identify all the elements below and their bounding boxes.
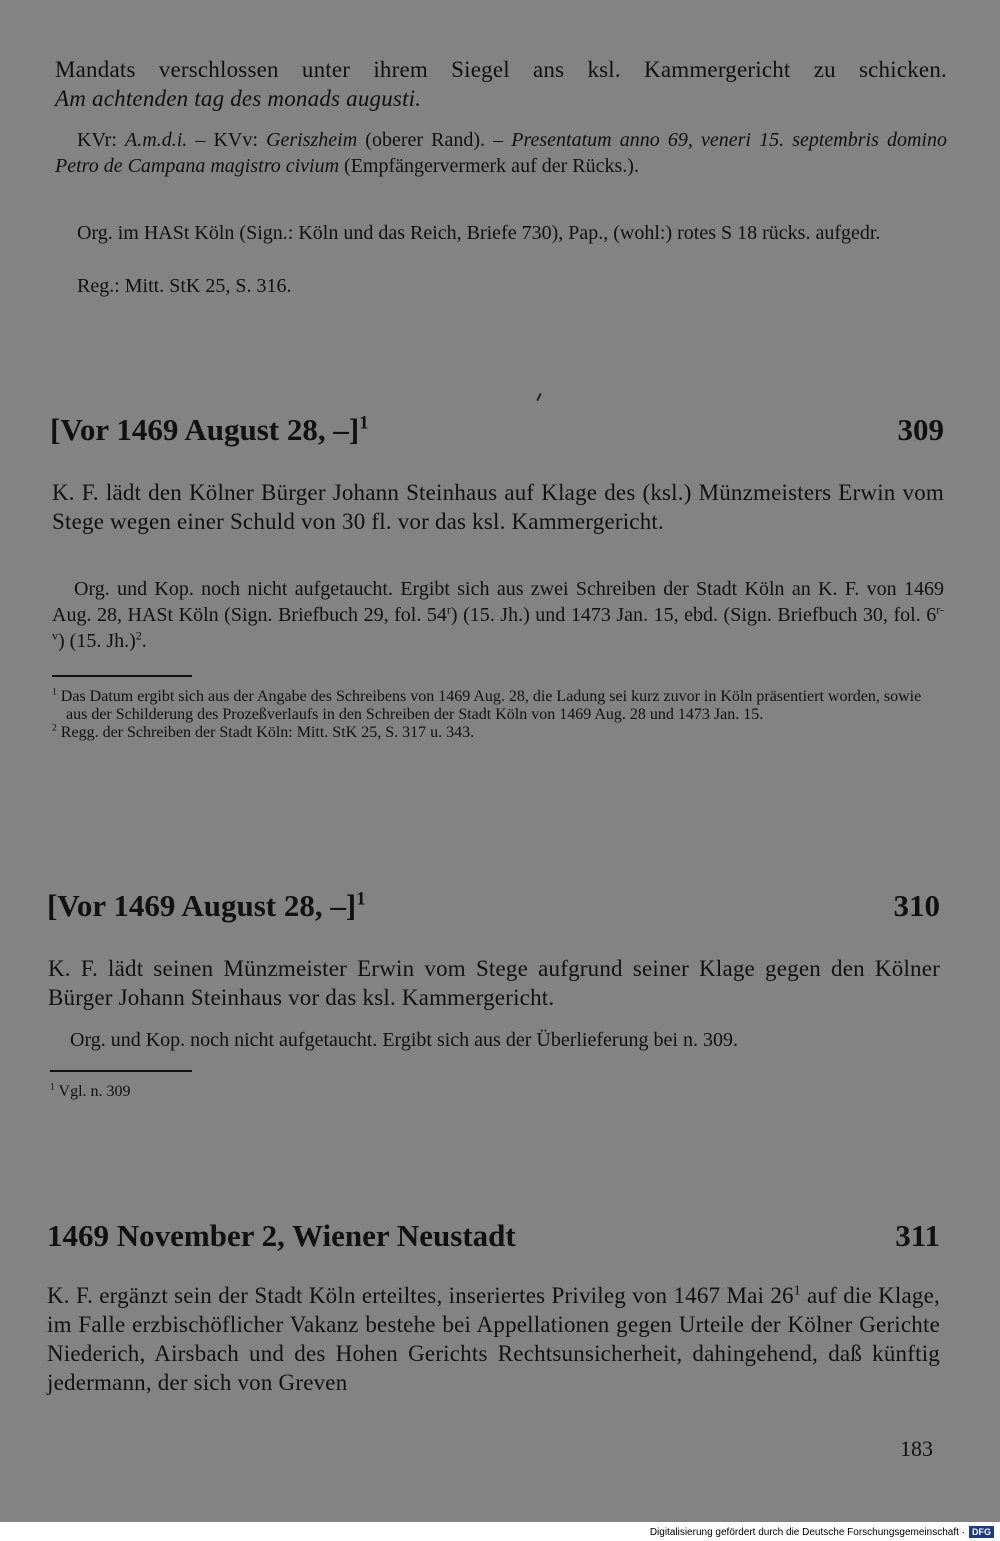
footnote: [52, 724, 942, 742]
note-part: Rücks.).: [572, 155, 639, 177]
footnote-rule: [50, 1070, 192, 1072]
footnote-marker: 1: [356, 888, 366, 910]
entry-date: [47, 888, 365, 924]
footnote: [50, 1083, 664, 1101]
entry-date: [50, 412, 368, 448]
entry-number: 311: [895, 1218, 940, 1253]
regest-note: Reg.: Mitt. StK 25, S. 316.: [77, 275, 292, 297]
entry-summary: K. F. lädt den Kölner Bürger Johann Steinhaus auf Klage des (ksl.) Münzmeisters Erwin vom Stege wegen einer Schuld von 30 fl. vor das ksl. Kammergericht.: [52, 480, 944, 534]
heading-text: [Vor 1469 August 28, –]: [47, 888, 357, 923]
entry-date: 1469 November 2, Wiener Neustadt: [47, 1218, 516, 1253]
note-part: 15. septembris domino Petro de Campana magistro civium: [55, 129, 947, 177]
date-line: Am achtenden tag des monads augusti.: [55, 86, 422, 111]
footnote-rule: [52, 675, 192, 677]
entry-heading: [50, 412, 944, 448]
footnotes: [52, 688, 942, 742]
original-note: Org. im HASt Köln (Sign.: Köln und das Reich, Briefe 730), Pap., (wohl:) rotes S 18 rücks. aufgedr.: [77, 222, 881, 244]
heading-text: [Vor 1469 August 28, –]: [50, 412, 360, 447]
note-part: A.m.d.i.: [125, 129, 188, 151]
page-number: 183: [900, 1436, 933, 1461]
credit-text: Digitalisierung gefördert durch die Deutsche Forschungsgemeinschaft ·: [649, 1526, 965, 1538]
entry-heading: [47, 888, 940, 924]
entry-heading: [47, 1218, 940, 1254]
note-part: Org. und Kop. noch nicht aufgetaucht. Ergibt sich aus zwei Schreiben der Stadt Köln an K. F. von 1469 Aug. 28, HASt Köln (Sign. Briefbuch 29, fol. 54: [52, 578, 944, 626]
endorsement-note: [55, 127, 947, 179]
footnote-text: Regg. der Schreiben der Stadt Köln: Mitt. StK 25, S. 317 u. 343.: [60, 724, 475, 741]
tradition-note: [52, 576, 944, 654]
scan-speck: [536, 393, 541, 401]
note-part: Geriszheim: [266, 129, 358, 151]
footnote-number: 1: [52, 686, 57, 698]
note-part: ) (15. Jh.): [58, 630, 136, 652]
note-sup: 2: [135, 628, 142, 643]
footnote-number: 1: [50, 1081, 55, 1093]
entry-summary: K. F. lädt seinen Münzmeister Erwin vom Stege aufgrund seiner Klage gegen den Kölner Bürger Johann Steinhaus vor das ksl. Kammergericht.: [48, 956, 940, 1010]
footnote-text: Vgl. n. 309: [58, 1083, 131, 1100]
note-part: Presentatum anno 69, veneri: [511, 129, 751, 151]
note-part: ) (15. Jh.) und 1473 Jan. 15, ebd. (Sign. Briefbuch 30, fol. 6: [450, 604, 937, 626]
footnote-marker: 1: [793, 1282, 801, 1298]
entry-number: 310: [893, 888, 940, 923]
entry-number: 309: [897, 412, 944, 447]
note-sup: r: [446, 602, 451, 617]
note-part: (Empfängervermerk auf der: [339, 155, 568, 177]
previous-entry-continuation: [0, 55, 1000, 297]
entry-summary: [47, 1281, 940, 1397]
summary-part: K. F. ergänzt sein der Stadt Köln erteiltes, inseriertes Privileg von 1467 Mai 26: [47, 1283, 794, 1308]
note-sup: r-v: [52, 602, 944, 643]
digitization-credit: [650, 1526, 994, 1538]
tradition-note: Org. und Kop. noch nicht aufgetaucht. Ergibt sich aus der Überlieferung bei n. 309.: [70, 1029, 738, 1051]
note-part: – KVv:: [187, 129, 267, 151]
note-part: KVr:: [77, 129, 126, 151]
footnote-marker: 1: [359, 412, 369, 434]
footnote: [52, 688, 942, 724]
summary-part: auf die Klage, im Falle erzbischöflicher Vakanz bestehe bei Appellationen gegen Urteile der Kölner Gerichte Niederich, Airsbach und des Hohen Gerichts Rechtsunsicherheit, dahingehend, daß künftig jedermann, der sich von Greven: [47, 1283, 940, 1395]
footnote-number: 2: [52, 722, 57, 734]
note-part: .: [141, 630, 147, 652]
dfg-logo: DFG: [969, 1526, 994, 1538]
note-part: (oberer Rand). –: [357, 129, 512, 151]
text-line: Mandats verschlossen unter ihrem Siegel ans ksl. Kammergericht zu schicken.: [55, 57, 947, 82]
footnote-text: Das Datum ergibt sich aus der Angabe des Schreibens von 1469 Aug. 28, die Ladung sei kurz zuvor in Köln präsentiert worden, sowie aus der Schilderung des Prozeßverlaufs in den Schreiben der Stadt Köln von 1469 Aug. 28 und 1473 Jan. 15.: [60, 688, 922, 723]
